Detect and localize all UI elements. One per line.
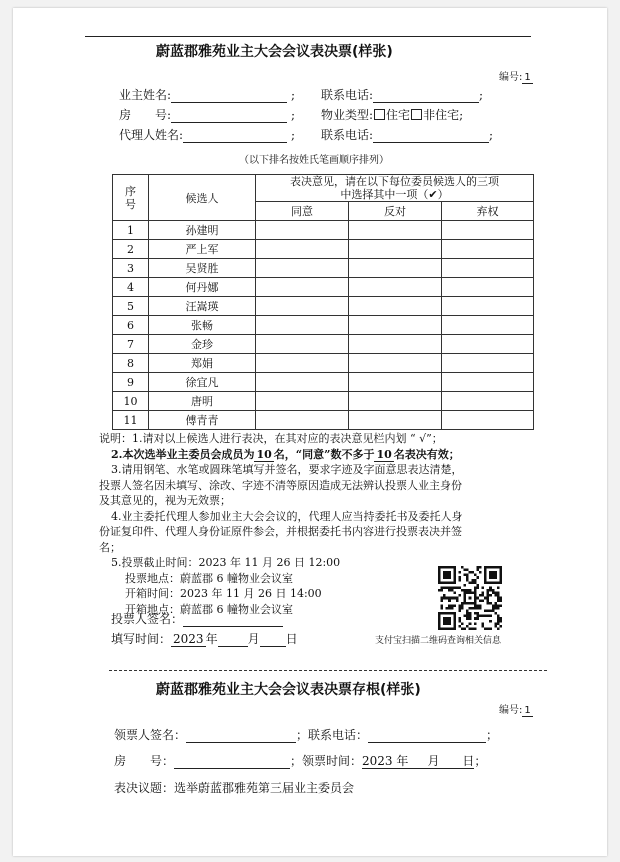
stub-receiver-field[interactable] <box>186 730 296 743</box>
note-3-line1: 3.请用钢笔、水笔或圆珠笔填写并签名，要求字迹及字面意思表达清楚， <box>111 463 463 476</box>
note-1: 说明：1.请对以上候选人进行表决，在其对应的表决意见栏内划 “ √”； <box>99 432 443 445</box>
table-row <box>113 354 534 373</box>
abstain-cell[interactable] <box>442 221 534 240</box>
fill-month-field[interactable] <box>218 634 248 647</box>
serial-label: 编号: <box>499 72 523 83</box>
note-4-line3: 名； <box>99 540 121 554</box>
candidate-name: 孙建明 <box>149 221 256 240</box>
open-place: 开箱地点：蔚蓝郡 6 幢物业会议室 <box>125 602 293 616</box>
table-row <box>113 278 534 297</box>
stub-phone-label: ；联系电话： <box>296 728 369 742</box>
oppose-cell[interactable] <box>349 335 442 354</box>
room-label: 房 号: <box>119 108 172 122</box>
stub-receiver-row: 领票人签名： ；联系电话： ； <box>114 728 499 742</box>
phone-field[interactable] <box>373 90 479 103</box>
non-residential-label: 非住宅 <box>423 108 460 122</box>
serial-number <box>499 68 533 83</box>
col-abstain-header: 弃权 <box>442 202 534 221</box>
opinion-header: 表决意见，请在以下每位委员候选人的三项 中选择其中一项（✔） <box>256 175 534 202</box>
table-row <box>113 335 534 354</box>
stub-phone-field[interactable] <box>368 730 486 743</box>
note-4-line1: 4.业主委托代理人参加业主大会会议的，代理人应当持委托书及委托人身 <box>111 509 463 523</box>
stub-date-field[interactable]: 2023 年 月 日 <box>362 754 475 768</box>
property-type-row <box>321 106 463 123</box>
agree-cell[interactable] <box>256 354 349 373</box>
agree-cell[interactable] <box>256 392 349 411</box>
sep: ; <box>291 128 296 142</box>
agree-cell[interactable] <box>256 411 349 430</box>
row-index: 4 <box>113 278 149 297</box>
fill-year[interactable]: 2023 <box>173 632 204 646</box>
row-index: 7 <box>113 335 149 354</box>
sep: ; <box>291 108 296 122</box>
stub-room-label: 房 号： <box>114 754 175 768</box>
fill-time-label: 填写时间： <box>111 632 172 646</box>
candidate-name: 傅青青 <box>149 411 256 430</box>
non-residential-checkbox[interactable] <box>411 109 422 120</box>
fill-day-field[interactable] <box>260 634 286 647</box>
col-candidate-header: 候选人 <box>149 175 256 221</box>
oppose-cell[interactable] <box>349 354 442 373</box>
oppose-cell[interactable] <box>349 259 442 278</box>
candidate-table <box>112 174 534 430</box>
stub-serial-number: 编号: 1 <box>499 705 531 716</box>
abstain-cell[interactable] <box>442 411 534 430</box>
row-index: 2 <box>113 240 149 259</box>
abstain-cell[interactable] <box>442 259 534 278</box>
note-3-line3: 及其意见的，视为无效票； <box>99 494 231 507</box>
abstain-cell[interactable] <box>442 297 534 316</box>
oppose-cell[interactable] <box>349 278 442 297</box>
notes <box>99 431 463 617</box>
signer-label: 投票人签名： <box>111 612 184 626</box>
col-agree-header: 同意 <box>256 202 349 221</box>
abstain-cell[interactable] <box>442 392 534 411</box>
candidate-name: 唐明 <box>149 392 256 411</box>
sep: ; <box>459 108 464 122</box>
candidate-name: 何丹娜 <box>149 278 256 297</box>
row-index: 8 <box>113 354 149 373</box>
table-row <box>113 373 534 392</box>
table-row <box>113 297 534 316</box>
signer-row <box>111 610 283 627</box>
agent-phone-field[interactable] <box>373 130 489 143</box>
oppose-cell[interactable] <box>349 411 442 430</box>
residential-checkbox[interactable] <box>374 109 385 120</box>
table-row <box>113 259 534 278</box>
serial-value: 1 <box>524 72 531 83</box>
agent-name-field[interactable] <box>183 130 287 143</box>
sep: ; <box>291 88 296 102</box>
open-time: 开箱时间：2023 年 11 月 26 日 14:00 <box>125 587 322 600</box>
agree-cell[interactable] <box>256 297 349 316</box>
agree-cell[interactable] <box>256 259 349 278</box>
row-index: 6 <box>113 316 149 335</box>
abstain-cell[interactable] <box>442 278 534 297</box>
agree-cell[interactable] <box>256 373 349 392</box>
residential-label: 住宅 <box>386 108 411 122</box>
room-row <box>119 106 295 123</box>
candidate-name: 郑娟 <box>149 354 256 373</box>
agree-cell[interactable] <box>256 316 349 335</box>
room-field[interactable] <box>171 110 287 123</box>
sep: ; <box>489 128 494 142</box>
owner-name-field[interactable] <box>171 90 287 103</box>
oppose-cell[interactable] <box>349 373 442 392</box>
tear-line <box>109 670 547 671</box>
oppose-cell[interactable] <box>349 240 442 259</box>
signer-field[interactable] <box>183 614 283 627</box>
ballot-page <box>13 8 607 856</box>
table-row <box>113 392 534 411</box>
oppose-cell[interactable] <box>349 316 442 335</box>
candidate-name: 徐宜凡 <box>149 373 256 392</box>
stub-receiver-label: 领票人签名： <box>114 728 187 742</box>
vote-place: 投票地点：蔚蓝郡 6 幢物业会议室 <box>125 571 293 585</box>
table-row <box>113 240 534 259</box>
form-title: 蔚蓝郡雅苑业主大会会议表决票(样张) <box>156 44 393 60</box>
candidate-name: 吴贤胜 <box>149 259 256 278</box>
col-oppose-header: 反对 <box>349 202 442 221</box>
abstain-cell[interactable] <box>442 335 534 354</box>
agent-name-label: 代理人姓名: <box>119 128 184 142</box>
agent-phone-label: 联系电话: <box>321 128 374 142</box>
qr-code-icon <box>438 566 502 630</box>
abstain-cell[interactable] <box>442 354 534 373</box>
property-type-label: 物业类型: <box>321 108 374 122</box>
table-row <box>113 316 534 335</box>
table-row <box>113 221 534 240</box>
candidate-name: 汪嵩瑛 <box>149 297 256 316</box>
agree-cell[interactable] <box>256 221 349 240</box>
phone-row <box>321 86 483 103</box>
top-rule <box>85 36 531 37</box>
agree-cell[interactable] <box>256 278 349 297</box>
abstain-cell[interactable] <box>442 240 534 259</box>
abstain-cell[interactable] <box>442 316 534 335</box>
candidate-name: 张畅 <box>149 316 256 335</box>
agree-cell[interactable] <box>256 240 349 259</box>
row-index: 9 <box>113 373 149 392</box>
oppose-cell[interactable] <box>349 221 442 240</box>
fill-time-row: 填写时间： 2023 年 月 日 <box>111 632 298 646</box>
row-index: 11 <box>113 411 149 430</box>
phone-label: 联系电话: <box>321 88 374 102</box>
stub-title: 蔚蓝郡雅苑业主大会会议表决票存根(样张) <box>156 682 421 698</box>
sort-note: （以下排名按姓氏笔画顺序排列） <box>239 155 389 166</box>
candidate-name: 金珍 <box>149 335 256 354</box>
qr-caption: 支付宝扫描二维码查询相关信息 <box>375 636 502 646</box>
owner-name-row <box>119 86 295 103</box>
agent-row <box>119 126 295 143</box>
table-row <box>113 411 534 430</box>
row-index: 3 <box>113 259 149 278</box>
row-index: 1 <box>113 221 149 240</box>
note-2: 2.本次选举业主委员会成员为 10 名，“同意”数不多于 10 名表决有效； <box>111 447 460 461</box>
abstain-cell[interactable] <box>442 373 534 392</box>
stub-resolution: 表决议题：选举蔚蓝郡雅苑第三届业主委员会 <box>114 781 355 795</box>
col-index-header: 序号 <box>113 175 149 221</box>
row-index: 5 <box>113 297 149 316</box>
stub-room-row: 房 号： ；领票时间：2023 年 月 日； <box>114 754 487 768</box>
agent-phone-row <box>321 126 493 143</box>
oppose-cell[interactable] <box>349 392 442 411</box>
sep: ; <box>479 88 484 102</box>
stub-room-field[interactable] <box>174 756 290 769</box>
note-5: 5.投票截止时间：2023 年 11 月 26 日 12:00 <box>111 556 341 569</box>
candidate-name: 严上军 <box>149 240 256 259</box>
row-index: 10 <box>113 392 149 411</box>
oppose-cell[interactable] <box>349 297 442 316</box>
owner-name-label: 业主姓名: <box>119 88 172 102</box>
agree-cell[interactable] <box>256 335 349 354</box>
note-4-line2: 份证复印件、代理人身份证原件参会，并根据委托书内容进行投票表决并签 <box>99 525 462 538</box>
stub-time-label: ；领票时间： <box>290 754 363 768</box>
note-3-line2: 投票人签名因未填写、涂改、字迹不清等原因造成无法辨认投票人业主身份 <box>99 478 462 492</box>
